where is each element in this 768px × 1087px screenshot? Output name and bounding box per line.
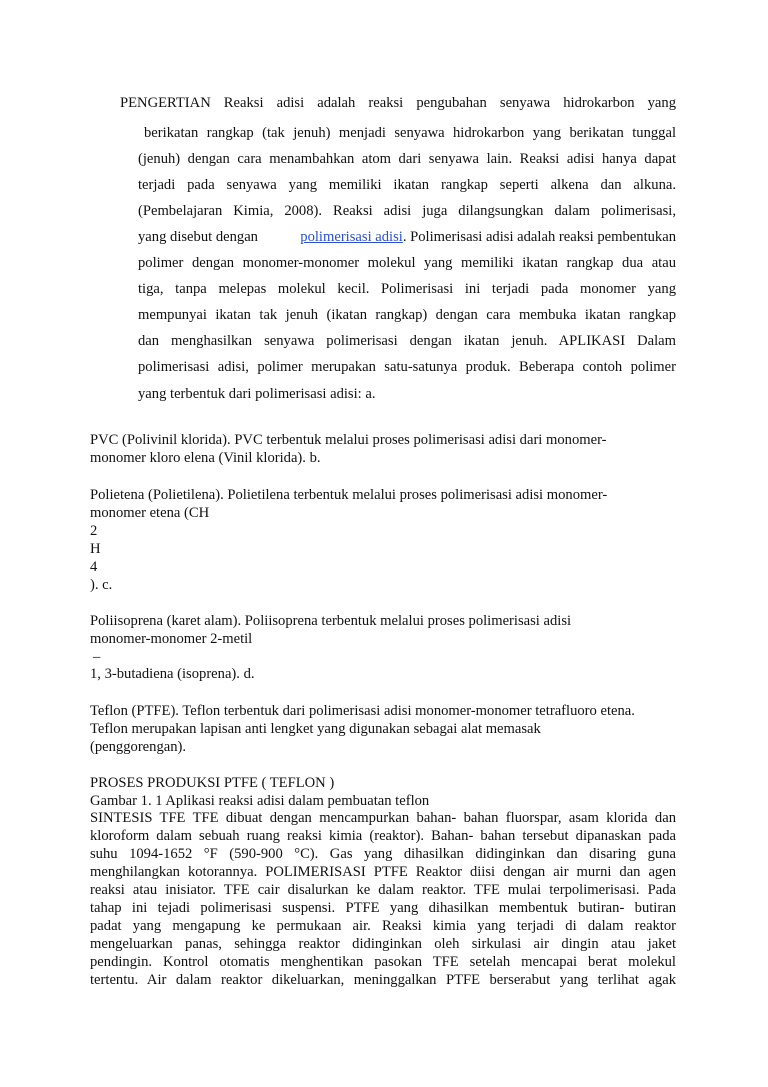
polietena-line: monomer etena (CH [90, 505, 210, 521]
teflon-line: (penggorengan). [90, 739, 187, 755]
proses-line: pendingin. Kontrol otomatis menghentikan pasokan TFE setelah mencapai berat molekul [90, 954, 676, 970]
teflon-line: Teflon merupakan lapisan anti lengket yang digunakan sebagai alat memasak [90, 721, 541, 737]
proses-line: suhu 1094-1652 °F (590-900 °C). Gas yang dihasilkan didinginkan dan disaring guna [90, 846, 676, 862]
poliisoprena-dash: – [93, 649, 101, 665]
paragraph-text: . Polimerisasi adisi adalah reaksi pembentukan [402, 229, 676, 245]
paragraph-line: yang terbentuk dari polimerisasi adisi: a. [138, 386, 376, 402]
proses-line: padat yang mengapung ke permukaan air. Reaksi kimia yang terjadi di dalam reaktor [90, 918, 676, 934]
paragraph-line-with-link [138, 229, 676, 246]
poliisoprena-line: 1, 3-butadiena (isoprena). d. [90, 666, 255, 682]
teflon-line: Teflon (PTFE). Teflon terbentuk dari polimerisasi adisi monomer-monomer tetrafluoro etena. [90, 703, 635, 719]
poliisoprena-line: Poliisoprena (karet alam). Poliisoprena terbentuk melalui proses polimerisasi adisi [90, 613, 572, 629]
polietena-line: Polietena (Polietilena). Polietilena terbentuk melalui proses polimerisasi adisi monomer- [90, 487, 608, 503]
proses-line: kloroform dalam sebuah ruang reaksi kimia (reaktor). Bahan- bahan tersebut dipanaskan pada [90, 828, 676, 844]
pvc-line: PVC (Polivinil klorida). PVC terbentuk melalui proses polimerisasi adisi dari monomer- [90, 432, 607, 448]
polietena-line: H [90, 541, 101, 557]
paragraph-line: berikatan rangkap (tak jenuh) menjadi senyawa hidrokarbon yang berikatan tunggal [144, 125, 676, 141]
proses-line: menghilangkan kotorannya. POLIMERISASI PTFE Reaktor diisi dengan air murni dan agen [90, 864, 676, 880]
proses-line: tertentu. Air dalam reaktor dikeluarkan, meninggalkan PTFE berserabut yang terlihat agak [90, 972, 676, 988]
paragraph-line: PENGERTIAN Reaksi adisi adalah reaksi pengubahan senyawa hidrokarbon yang [120, 95, 676, 111]
pvc-line: monomer kloro elena (Vinil klorida). b. [90, 450, 321, 466]
poliisoprena-line: monomer-monomer 2-metil [90, 631, 253, 647]
paragraph-line: (Pembelajaran Kimia, 2008). Reaksi adisi juga dilangsungkan dalam polimerisasi, [138, 203, 676, 219]
polietena-line: ). c. [90, 577, 113, 593]
paragraph-line: tiga, tanpa melepas molekul kecil. Polimerisasi ini terjadi pada monomer yang [138, 281, 676, 297]
paragraph-line: (jenuh) dengan cara menambahkan atom dari senyawa lain. Reaksi adisi hanya dapat [138, 151, 676, 167]
polietena-subscript: 2 [90, 523, 98, 539]
paragraph-line: terjadi pada senyawa yang memiliki ikatan rangkap seperti alkena dan alkuna. [138, 177, 676, 193]
proses-line: reaksi atau inisiator. TFE cair disalurkan ke dalam reaktor. TFE mulai terpolimerisasi. Pada [90, 882, 676, 898]
paragraph-line: mempunyai ikatan tak jenuh (ikatan rangkap) dengan cara membuka ikatan rangkap [138, 307, 676, 323]
paragraph-line: polimer dengan monomer-monomer molekul yang memiliki ikatan rangkap dua atau [138, 255, 676, 271]
polietena-subscript: 4 [90, 559, 98, 575]
paragraph-line: polimerisasi adisi, polimer merupakan satu-satunya produk. Beberapa contoh polimer [138, 359, 676, 375]
paragraph-line: dan menghasilkan senyawa polimerisasi dengan ikatan jenuh. APLIKASI Dalam [138, 333, 676, 349]
paragraph-text: yang disebut dengan [138, 229, 258, 245]
polimerisasi-adisi-link[interactable]: polimerisasi adisi [300, 229, 403, 245]
section-heading: PROSES PRODUKSI PTFE ( TEFLON ) [90, 775, 335, 791]
proses-line: tahap ini tejadi polimerisasi suspensi. PTFE yang dihasilkan membentuk butiran- butiran [90, 900, 676, 916]
figure-caption: Gambar 1. 1 Aplikasi reaksi adisi dalam pembuatan teflon [90, 793, 430, 809]
proses-line: SINTESIS TFE TFE dibuat dengan mencampurkan bahan- bahan fluorspar, asam klorida dan [90, 810, 676, 826]
proses-line: mengeluarkan panas, sehingga reaktor didinginkan oleh sirkulasi air dingin atau jaket [90, 936, 676, 952]
